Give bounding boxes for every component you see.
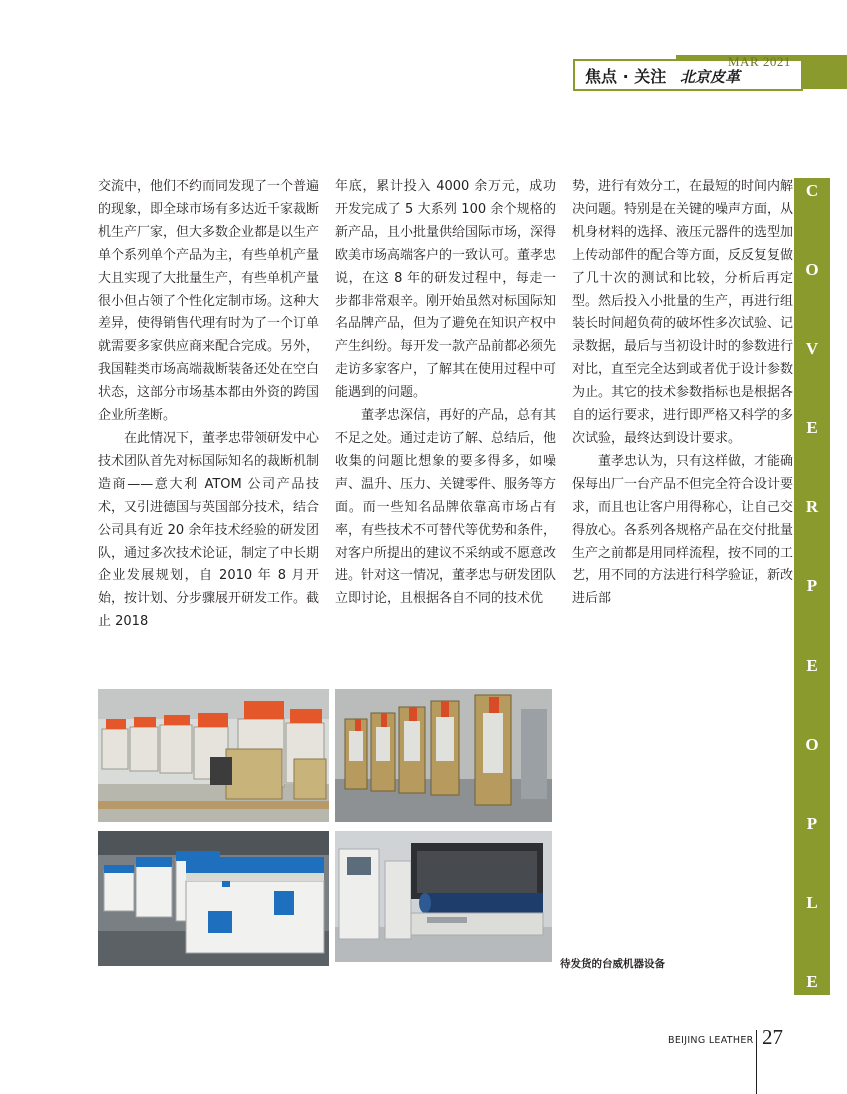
- footer-divider: [756, 1030, 757, 1094]
- strip-letter: O: [805, 260, 819, 280]
- text-column-1: [98, 176, 319, 634]
- paragraph: 董孝忠认为，只有这样做，才能确保每出厂一台产品不但完全符合设计要求，而且也让客户用得称心，让自己交得放心。各系列各规格产品在交付批量生产之前都是用同样流程，按不同的工艺，用不同的方法进行科学验证，新改进后部: [572, 453, 794, 607]
- photo-machine-aisle: [335, 689, 552, 822]
- strip-letter: V: [805, 339, 819, 359]
- magazine-brand: 北京皮革: [680, 68, 741, 86]
- strip-letter: C: [805, 181, 819, 200]
- photo-caption: 待发货的台威机器设备: [560, 958, 665, 970]
- strip-letters: [794, 178, 830, 995]
- paragraph: 交流中，他们不约而同发现了一个普遍的现象，即全球市场有多达近千家裁断机生产厂家，但大多数企业都是以生产单个系列单个产品为主，有些单机产量大且实现了大批量生产，有些单机产量很小但占领了个性化定制市场。这种大差异，使得销售代理有时为了一个订单就需要多家供应商来配合完成。另外，我国鞋类市场高端裁断装备还处在空白状态，这部分市场基本都由外资的跨国企业所垄断。: [98, 179, 320, 424]
- section-title: 焦点 · 关注: [585, 67, 667, 86]
- footer-brand: BEIJING LEATHER: [668, 1035, 754, 1046]
- cover-people-strip: [794, 178, 830, 995]
- text-column-3: [572, 176, 793, 611]
- page-number: 27: [762, 1025, 783, 1049]
- strip-letter: L: [806, 892, 818, 912]
- photo-roller-machine-cabinet: [335, 831, 552, 962]
- paragraph: 年底，累计投入 4000 余万元，成功开发完成了 5 大系列 100 余个规格的新产品，且小批量供给国际市场，深得欧美市场高端客户的一致认可。董孝忠说，在这 8 年的研发过程中，每走一步都非常艰辛。刚开始虽然对标国际知名品牌产品，但为了避免在知识产权中产生纠纷。每开发一款产品前都必须先走访多家客户，了解其在使用过程中可能遇到的问题。: [335, 179, 557, 401]
- issue-date: MAR 2021: [728, 54, 791, 69]
- strip-letter: O: [805, 734, 819, 754]
- strip-letter: P: [806, 813, 818, 833]
- strip-letter: E: [806, 418, 818, 438]
- header-accent-block: [801, 55, 847, 89]
- text-column-2: [335, 176, 556, 611]
- strip-letter: P: [806, 576, 818, 596]
- paragraph: 势，进行有效分工，在最短的时间内解决问题。特别是在关键的噪声方面，从机身材料的选择、液压元器件的选型加上传动部件的配合等方面，反反复复做了几十次的测试和比较，分析后再定型。然后投入小批量的生产，再进行组装长时间超负荷的破坏性多次试验、记录数据，最后与当初设计时的参数进行对比，直至完全达到或者优于设计参数为止。其它的技术参数指标也是根据各自的运行要求，进行即严格又科学的多次试验，最终达到设计要求。: [572, 179, 794, 446]
- strip-letter: E: [806, 655, 818, 675]
- paragraph: 在此情况下，董孝忠带领研发中心技术团队首先对标国际知名的裁断机制造商——意大利 ATOM 公司产品技术，又引进德国与英国部分技术，结合公司具有近 20 余年技术经验的研发团队，通过多次技术论证，制定了中长期企业发展规划，自 2010 年 8 月开始，按计划、分步骤展开研发工作。截止 2018: [98, 430, 320, 630]
- photo-machine-rows-orange: [98, 689, 329, 822]
- paragraph: 董孝忠深信，再好的产品，总有其不足之处。通过走访了解、总结后，他收集的问题比想象的要多得多，如噪声、温升、压力、关键零件、服务等方面。而一些知名品牌依靠高市场占有率，有些技术不可替代等优势和条件，对客户所提出的建议不采纳或不愿意改进。针对这一情况，董孝忠与研发团队立即讨论，且根据各自不同的技术优: [335, 408, 557, 607]
- strip-letter: R: [805, 497, 819, 517]
- strip-letter: E: [806, 971, 818, 991]
- photo-blue-white-machines: [98, 831, 329, 966]
